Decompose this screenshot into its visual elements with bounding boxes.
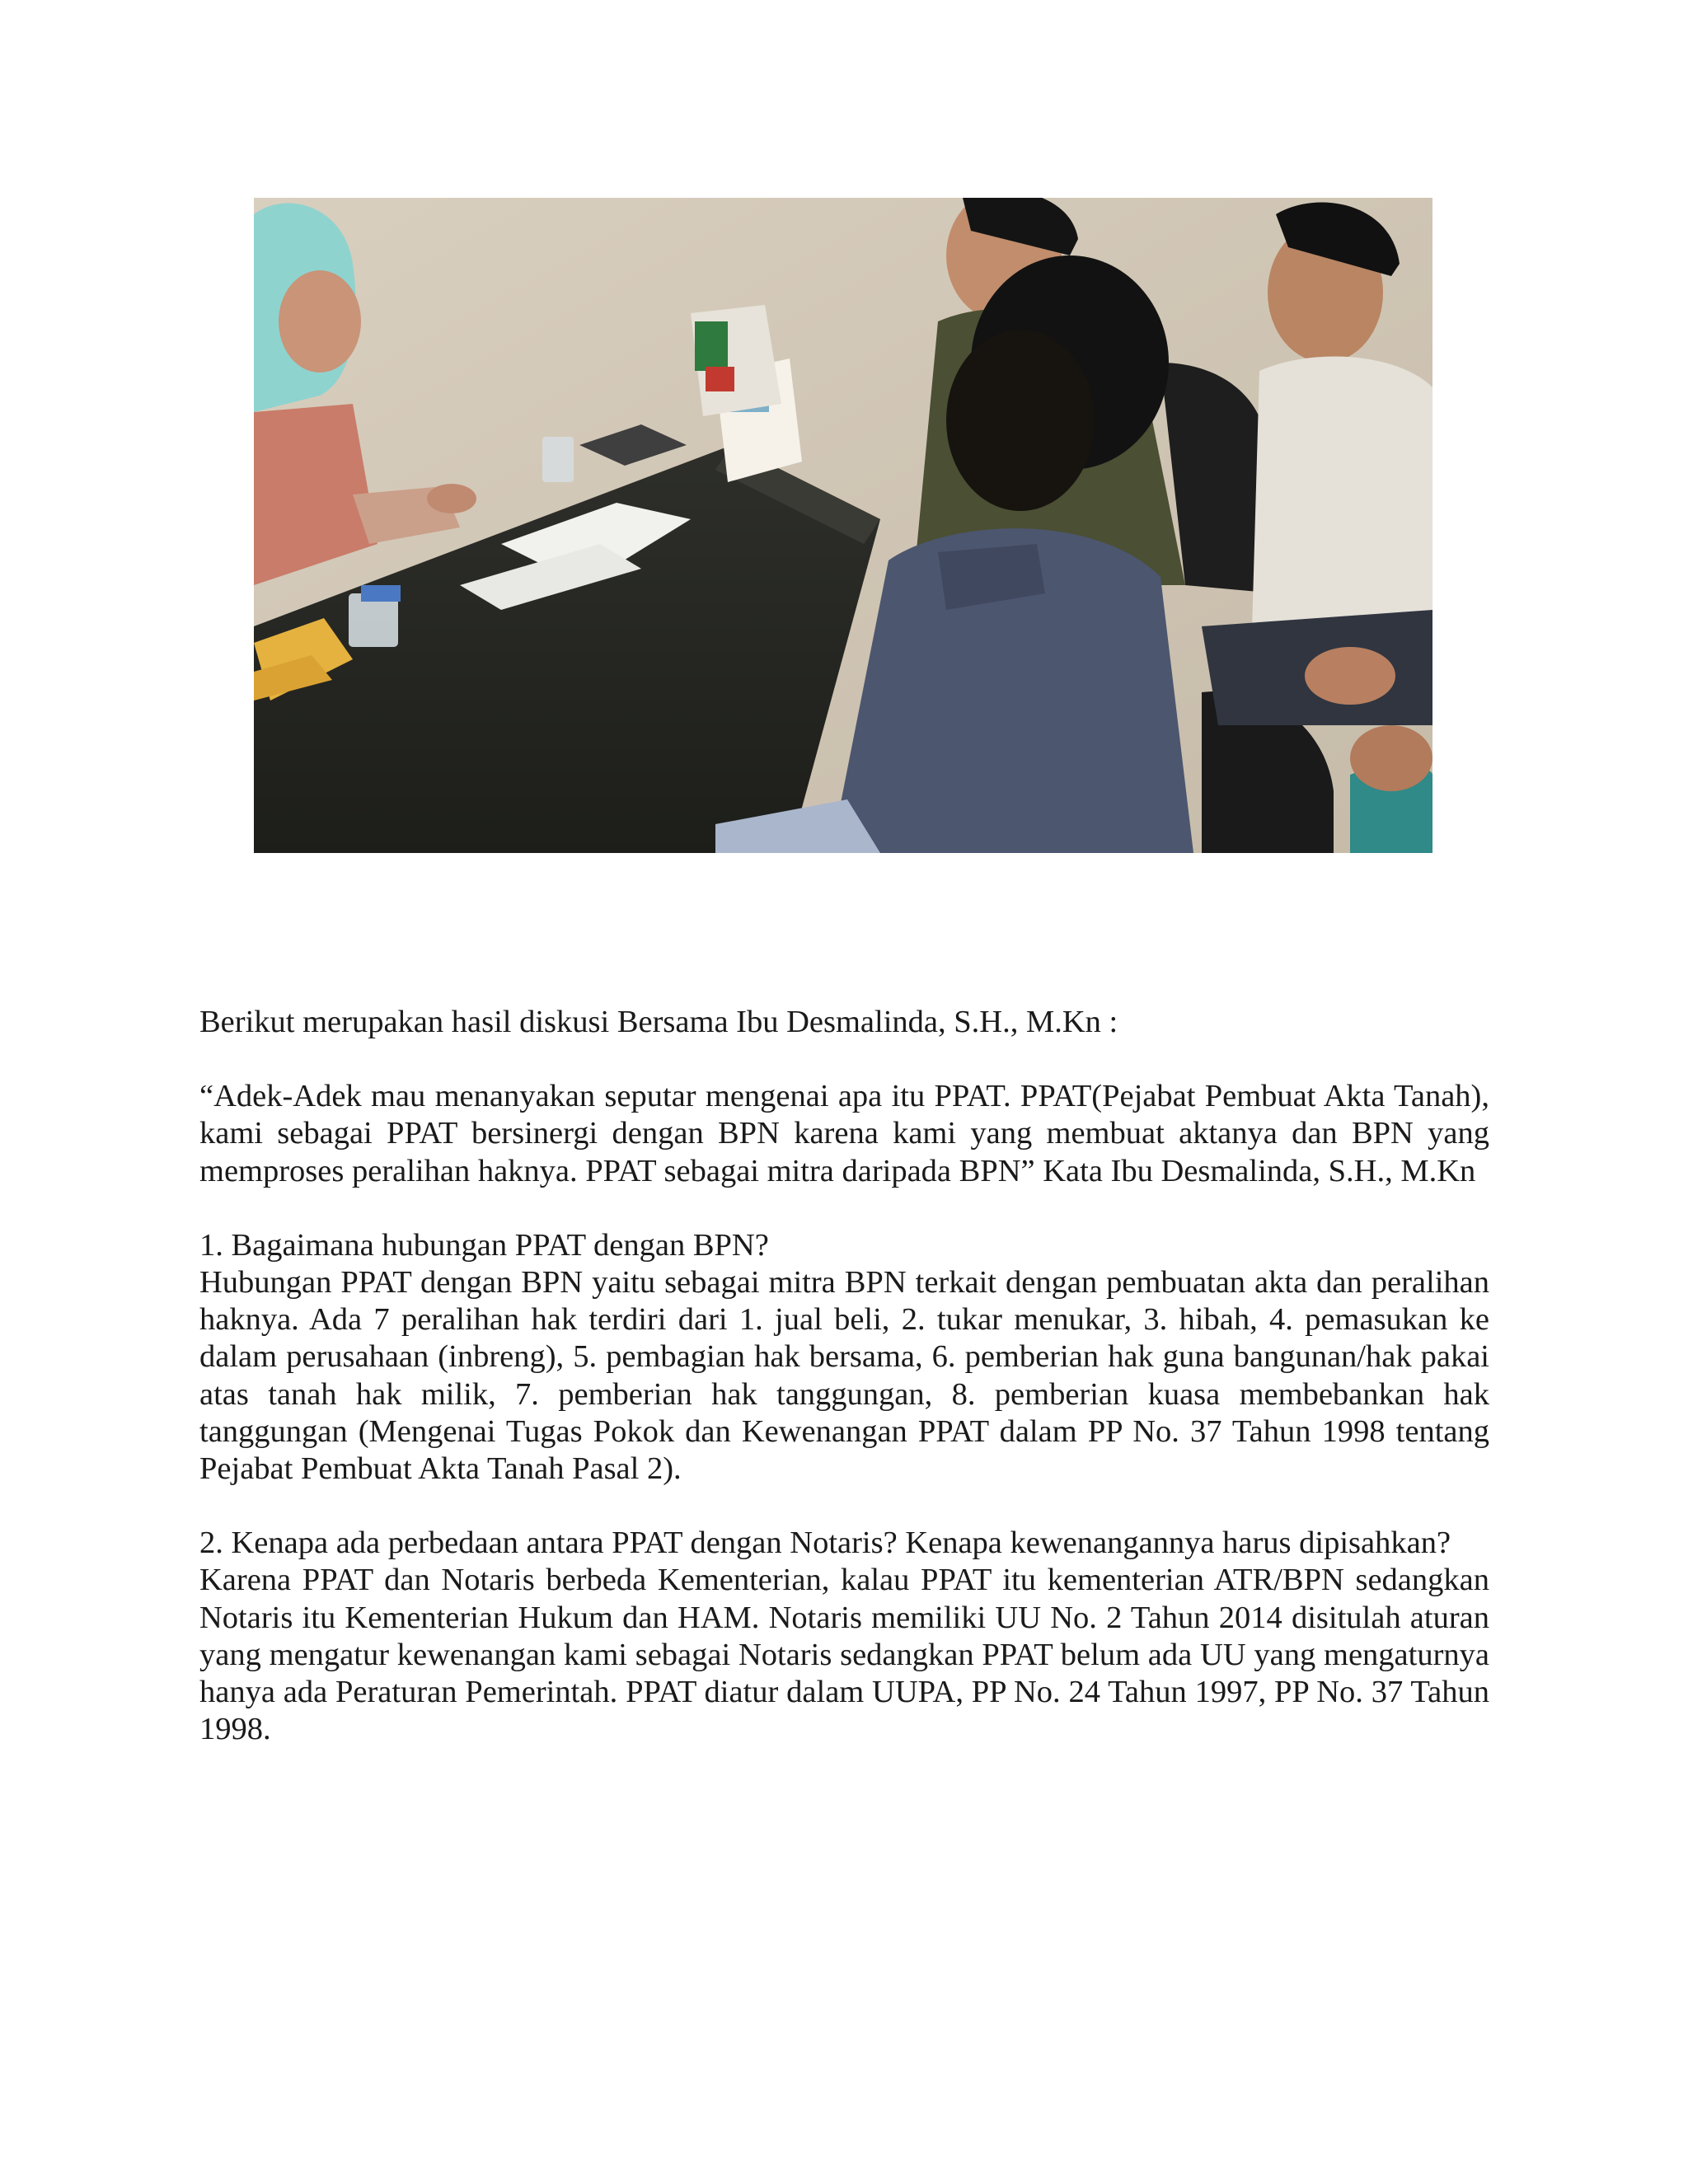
answer-2: Karena PPAT dan Notaris berbeda Kementerian, kalau PPAT itu kementerian ATR/BPN sedangkan Notaris itu Kementerian Hukum dan HAM. Notaris memiliki UU No. 2 Tahun 2014 disitulah aturan yang mengatur kewenangan kami sebagai Notaris sedangkan PPAT belum ada UU yang mengaturnya hanya ada Peraturan Pemerintah. PPAT diatur dalam UUPA, PP No. 24 Tahun 1997, PP No. 37 Tahun 1998. <box>199 1563 1489 1747</box>
quote-paragraph: “Adek-Adek mau menanyakan seputar mengenai apa itu PPAT. PPAT(Pejabat Pembuat Akta Tanah), kami sebagai PPAT bersinergi dengan BPN karena kami yang membuat aktanya dan BPN yang memproses peralihan haknya. PPAT sebagai mitra daripada BPN” Kata Ibu Desmalinda, S.H., M.Kn <box>199 1079 1489 1188</box>
spacer <box>199 1041 1489 1078</box>
meeting-photo <box>254 198 1432 853</box>
spacer <box>199 1488 1489 1525</box>
answer-1: Hubungan PPAT dengan BPN yaitu sebagai mitra BPN terkait dengan pembuatan akta dan peralihan haknya. Ada 7 peralihan hak terdiri dari 1. jual beli, 2. tukar menukar, 3. hibah, 4. pemasukan ke dalam perusahaan (inbreng), 5. pembagian hak bersama, 6. pemberian hak guna bangunan/hak pakai atas tanah hak milik, 7. pemberian hak tanggungan, 8. pemberian kuasa membebankan hak tanggungan (Mengenai Tugas Pokok dan Kewenangan PPAT dalam PP No. 37 Tahun 1998 tentang Pejabat Pembuat Akta Tanah Pasal 2). <box>199 1265 1489 1487</box>
spacer <box>199 1190 1489 1227</box>
meeting-photo-icon <box>254 198 1432 853</box>
question-2: 2. Kenapa ada perbedaan antara PPAT dengan Notaris? Kenapa kewenangannya harus dipisahkan? <box>199 1526 1451 1561</box>
intro-paragraph: Berikut merupakan hasil diskusi Bersama Ibu Desmalinda, S.H., M.Kn : <box>199 1005 1118 1039</box>
question-1: 1. Bagaimana hubungan PPAT dengan BPN? <box>199 1227 769 1263</box>
discussion-text <box>199 1004 1489 1748</box>
